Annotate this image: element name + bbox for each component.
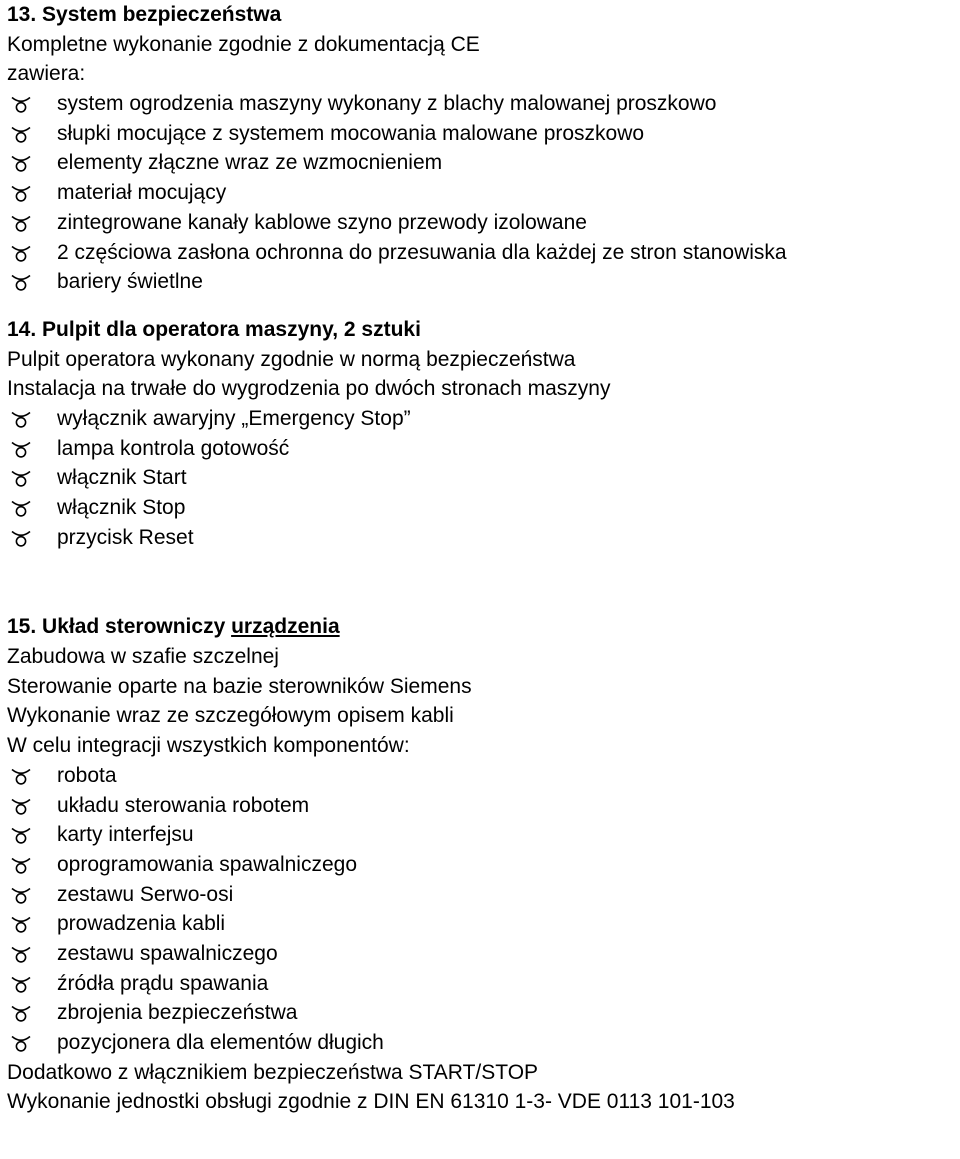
list-item-text: 2 częściowa zasłona ochronna do przesuwania dla każdej ze stron stanowiska <box>57 240 787 264</box>
list-item <box>7 178 957 208</box>
section-15-heading <box>7 612 957 642</box>
list-item <box>7 404 957 434</box>
taurus-bullet-icon <box>10 215 32 232</box>
list-item <box>7 267 957 297</box>
document-page <box>7 0 957 1117</box>
taurus-bullet-icon <box>10 946 32 963</box>
list-item <box>7 89 957 119</box>
taurus-bullet-icon <box>10 411 32 428</box>
list-item-text: włącznik Stop <box>57 496 186 519</box>
section-15-heading-underlined: urządzenia <box>231 615 340 639</box>
list-item-text: zestawu spawalniczego <box>57 941 278 965</box>
section-15-outro-line: Wykonanie jednostki obsługi zgodnie z DIN EN 61310 1-3- VDE 0113 101-103 <box>7 1090 735 1114</box>
list-item <box>7 998 957 1028</box>
list-item <box>7 761 957 791</box>
list-item-text: włącznik Start <box>57 466 187 490</box>
list-item-text: materiał mocujący <box>57 181 227 205</box>
list-item-text: robota <box>57 763 117 787</box>
section-14-intro-line: Pulpit operatora wykonany zgodnie w normą bezpieczeństwa <box>7 347 576 371</box>
list-item-text: zestawu Serwo-osi <box>57 882 234 906</box>
list-item-text: karty interfejsu <box>57 823 194 847</box>
taurus-bullet-icon <box>10 96 32 113</box>
taurus-bullet-icon <box>10 798 32 815</box>
list-item-text: elementy złączne wraz ze wzmocnieniem <box>57 151 443 175</box>
taurus-bullet-icon <box>10 1005 32 1022</box>
section-15-intro-line: Sterowanie oparte na bazie sterowników Siemens <box>7 674 472 698</box>
taurus-bullet-icon <box>10 245 32 262</box>
list-item <box>7 969 957 999</box>
section-15-intro-line: Wykonanie wraz ze szczegółowym opisem kabli <box>7 704 454 728</box>
taurus-bullet-icon <box>10 768 32 785</box>
list-item <box>7 1028 957 1058</box>
taurus-bullet-icon <box>10 887 32 904</box>
list-item-text: zintegrowane kanały kablowe szyno przewody izolowane <box>57 210 587 234</box>
list-item <box>7 434 957 464</box>
section-14-heading: 14. Pulpit dla operatora maszyny, 2 sztuki <box>7 317 421 341</box>
taurus-bullet-icon <box>10 470 32 487</box>
list-item-text: system ogrodzenia maszyny wykonany z blachy malowanej proszkowo <box>57 92 717 116</box>
list-item-text: lampa kontrola gotowość <box>57 436 290 460</box>
list-item-text: układu sterowania robotem <box>57 793 310 817</box>
taurus-bullet-icon <box>10 441 32 458</box>
taurus-bullet-icon <box>10 827 32 844</box>
taurus-bullet-icon <box>10 500 32 517</box>
section-13-intro-line: Kompletne wykonanie zgodnie z dokumentacją CE <box>7 32 480 56</box>
list-item <box>7 148 957 178</box>
section-15-heading-text: 15. Układ sterowniczy <box>7 615 232 639</box>
list-item-text: oprogramowania spawalniczego <box>57 852 358 876</box>
list-item <box>7 880 957 910</box>
list-item <box>7 238 957 268</box>
section-spacer <box>7 552 957 612</box>
list-item-text: pozycjonera dla elementów długich <box>57 1031 384 1054</box>
taurus-bullet-icon <box>10 1035 32 1052</box>
list-item-text: źródła prądu spawania <box>57 971 269 995</box>
list-item-text: bariery świetlne <box>57 270 203 294</box>
list-item <box>7 939 957 969</box>
list-item <box>7 820 957 850</box>
taurus-bullet-icon <box>10 976 32 993</box>
taurus-bullet-icon <box>10 530 32 547</box>
section-14-intro-line: Instalacja na trwałe do wygrodzenia po dwóch stronach maszyny <box>7 377 611 401</box>
taurus-bullet-icon <box>10 916 32 933</box>
section-13-heading: 13. System bezpieczeństwa <box>7 3 282 26</box>
list-item <box>7 909 957 939</box>
list-item-text: przycisk Reset <box>57 525 194 549</box>
list-item-text: prowadzenia kabli <box>57 912 226 936</box>
section-15-intro-line: Zabudowa w szafie szczelnej <box>7 645 279 669</box>
list-item <box>7 119 957 149</box>
list-item <box>7 493 957 523</box>
list-item-text: zbrojenia bezpieczeństwa <box>57 1001 298 1025</box>
list-item <box>7 523 957 553</box>
section-15-outro-line: Dodatkowo z włącznikiem bezpieczeństwa START/STOP <box>7 1060 539 1084</box>
section-13-intro-line: zawiera: <box>7 62 86 86</box>
list-item-text: wyłącznik awaryjny „Emergency Stop” <box>57 406 411 430</box>
taurus-bullet-icon <box>10 185 32 202</box>
list-item <box>7 791 957 821</box>
section-15-intro-line: W celu integracji wszystkich komponentów: <box>7 734 410 758</box>
taurus-bullet-icon <box>10 857 32 874</box>
taurus-bullet-icon <box>10 155 32 172</box>
list-item <box>7 850 957 880</box>
list-item-text: słupki mocujące z systemem mocowania malowane proszkowo <box>57 121 645 145</box>
section-spacer <box>7 297 957 315</box>
list-item <box>7 463 957 493</box>
list-item <box>7 208 957 238</box>
taurus-bullet-icon <box>10 274 32 291</box>
taurus-bullet-icon <box>10 126 32 143</box>
